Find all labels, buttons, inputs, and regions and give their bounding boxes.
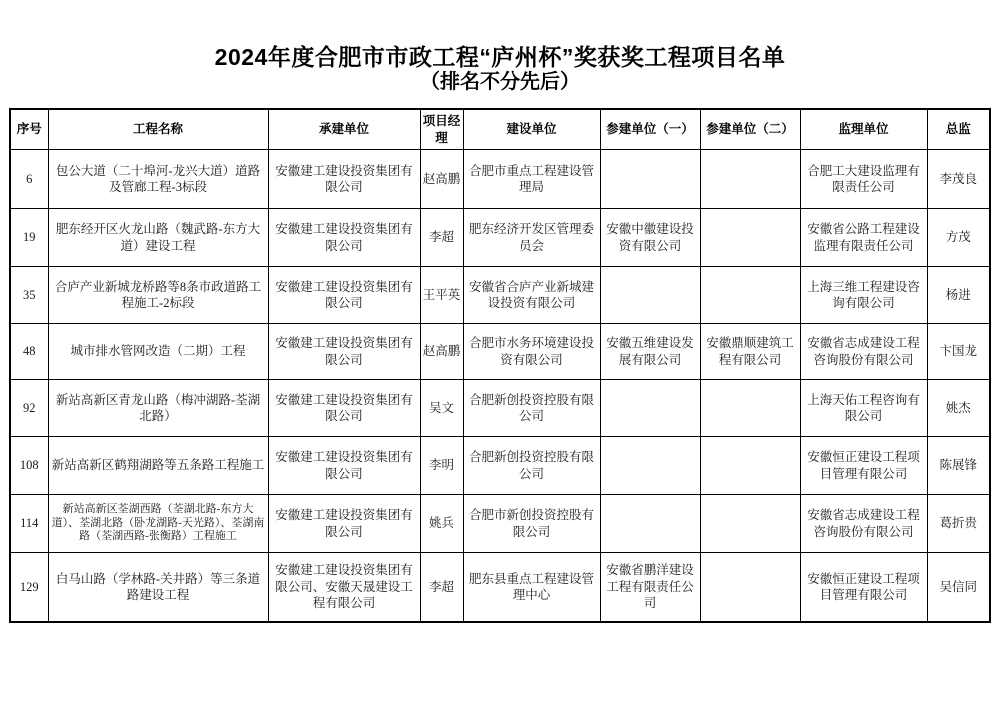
cell-participant-2: [700, 495, 800, 553]
cell-owner: 肥东县重点工程建设管理中心: [463, 553, 600, 622]
column-header-participant-2: 参建单位（二）: [700, 109, 800, 150]
table-row: [10, 150, 990, 209]
cell-owner: 合肥新创投资控股有限公司: [463, 437, 600, 495]
cell-project-manager: 吴文: [420, 380, 463, 437]
cell-seq: 129: [10, 553, 48, 622]
cell-project-manager: 姚兵: [420, 495, 463, 553]
cell-supervisor: 安徽省志成建设工程咨询股份有限公司: [800, 324, 927, 380]
cell-supervisor: 安徽恒正建设工程项目管理有限公司: [800, 437, 927, 495]
cell-contractor: 安徽建工建设投资集团有限公司: [268, 495, 420, 553]
cell-contractor: 安徽建工建设投资集团有限公司: [268, 437, 420, 495]
table-row: [10, 495, 990, 553]
table-body: [10, 150, 990, 622]
cell-owner: 合肥市重点工程建设管理局: [463, 150, 600, 209]
cell-project-manager: 赵高鹏: [420, 150, 463, 209]
cell-contractor: 安徽建工建设投资集团有限公司: [268, 267, 420, 324]
cell-project-name: 肥东经开区火龙山路（魏武路-东方大道）建设工程: [48, 209, 268, 267]
cell-project-manager: 李超: [420, 209, 463, 267]
document-title: 2024年度合肥市市政工程“庐州杯”奖获奖工程项目名单: [214, 44, 786, 70]
cell-participant-1: 安徽中徽建设投资有限公司: [600, 209, 700, 267]
cell-project-name: 城市排水管网改造（二期）工程: [48, 324, 268, 380]
cell-supervisor: 上海三维工程建设咨询有限公司: [800, 267, 927, 324]
cell-participant-1: [600, 380, 700, 437]
cell-participant-1: [600, 150, 700, 209]
column-header-owner: 建设单位: [463, 109, 600, 150]
column-header-chief-supervisor: 总监: [927, 109, 990, 150]
column-header-seq: 序号: [10, 109, 48, 150]
cell-chief-supervisor: 姚杰: [927, 380, 990, 437]
cell-contractor: 安徽建工建设投资集团有限公司: [268, 380, 420, 437]
cell-owner: 肥东经济开发区管理委员会: [463, 209, 600, 267]
cell-project-name: 新站高新区青龙山路（梅冲湖路-荃湖北路）: [48, 380, 268, 437]
column-header-supervisor: 监理单位: [800, 109, 927, 150]
cell-owner: 安徽省合庐产业新城建设投资有限公司: [463, 267, 600, 324]
cell-participant-1: [600, 267, 700, 324]
cell-participant-2: [700, 553, 800, 622]
cell-chief-supervisor: 方茂: [927, 209, 990, 267]
cell-contractor: 安徽建工建设投资集团有限公司、安徽天晟建设工程有限公司: [268, 553, 420, 622]
cell-participant-1: 安徽五维建设发展有限公司: [600, 324, 700, 380]
cell-owner: 合肥市新创投资控股有限公司: [463, 495, 600, 553]
cell-project-name: 白马山路（学林路-关井路）等三条道路建设工程: [48, 553, 268, 622]
cell-seq: 48: [10, 324, 48, 380]
cell-participant-2: 安徽鼎顺建筑工程有限公司: [700, 324, 800, 380]
cell-supervisor: 安徽省公路工程建设监理有限责任公司: [800, 209, 927, 267]
cell-chief-supervisor: 卞国龙: [927, 324, 990, 380]
cell-seq: 19: [10, 209, 48, 267]
cell-chief-supervisor: 吴信同: [927, 553, 990, 622]
cell-owner: 合肥新创投资控股有限公司: [463, 380, 600, 437]
column-header-project-manager: 项目经理: [420, 109, 463, 150]
table-row: [10, 209, 990, 267]
cell-project-name: 合庐产业新城龙桥路等8条市政道路工程施工-2标段: [48, 267, 268, 324]
table-row: [10, 437, 990, 495]
cell-project-manager: 李明: [420, 437, 463, 495]
cell-seq: 6: [10, 150, 48, 209]
cell-contractor: 安徽建工建设投资集团有限公司: [268, 324, 420, 380]
table-row: [10, 380, 990, 437]
cell-supervisor: 安徽省志成建设工程咨询股份有限公司: [800, 495, 927, 553]
cell-supervisor: 合肥工大建设监理有限责任公司: [800, 150, 927, 209]
header-row: [10, 109, 990, 150]
cell-project-name: 包公大道（二十埠河-龙兴大道）道路及管廊工程-3标段: [48, 150, 268, 209]
column-header-contractor: 承建单位: [268, 109, 420, 150]
cell-project-manager: 王平英: [420, 267, 463, 324]
column-header-participant-1: 参建单位（一）: [600, 109, 700, 150]
cell-supervisor: 安徽恒正建设工程项目管理有限公司: [800, 553, 927, 622]
cell-contractor: 安徽建工建设投资集团有限公司: [268, 150, 420, 209]
cell-participant-1: [600, 495, 700, 553]
table-row: [10, 267, 990, 324]
document-subtitle: （排名不分先后）: [420, 71, 580, 93]
cell-chief-supervisor: 葛折贵: [927, 495, 990, 553]
cell-project-manager: 李超: [420, 553, 463, 622]
cell-supervisor: 上海天佑工程咨询有限公司: [800, 380, 927, 437]
cell-participant-2: [700, 209, 800, 267]
cell-project-manager: 赵高鹏: [420, 324, 463, 380]
table-row: [10, 553, 990, 622]
cell-participant-1: [600, 437, 700, 495]
cell-participant-1: 安徽省鹏洋建设工程有限责任公司: [600, 553, 700, 622]
cell-project-name: 新站高新区荃湖西路（荃湖北路-东方大道）、荃湖北路（卧龙湖路-天光路）、荃湖南路（荃湖西路-张衡路）工程施工: [48, 495, 268, 553]
column-header-project-name: 工程名称: [48, 109, 268, 150]
cell-participant-2: [700, 380, 800, 437]
cell-seq: 92: [10, 380, 48, 437]
cell-chief-supervisor: 陈展锋: [927, 437, 990, 495]
awards-table: [9, 108, 991, 623]
cell-seq: 108: [10, 437, 48, 495]
table-row: [10, 324, 990, 380]
cell-owner: 合肥市水务环境建设投资有限公司: [463, 324, 600, 380]
cell-participant-2: [700, 150, 800, 209]
cell-project-name: 新站高新区鹤翔湖路等五条路工程施工: [48, 437, 268, 495]
cell-participant-2: [700, 267, 800, 324]
cell-seq: 35: [10, 267, 48, 324]
cell-chief-supervisor: 杨进: [927, 267, 990, 324]
cell-contractor: 安徽建工建设投资集团有限公司: [268, 209, 420, 267]
cell-seq: 114: [10, 495, 48, 553]
cell-participant-2: [700, 437, 800, 495]
cell-chief-supervisor: 李茂良: [927, 150, 990, 209]
